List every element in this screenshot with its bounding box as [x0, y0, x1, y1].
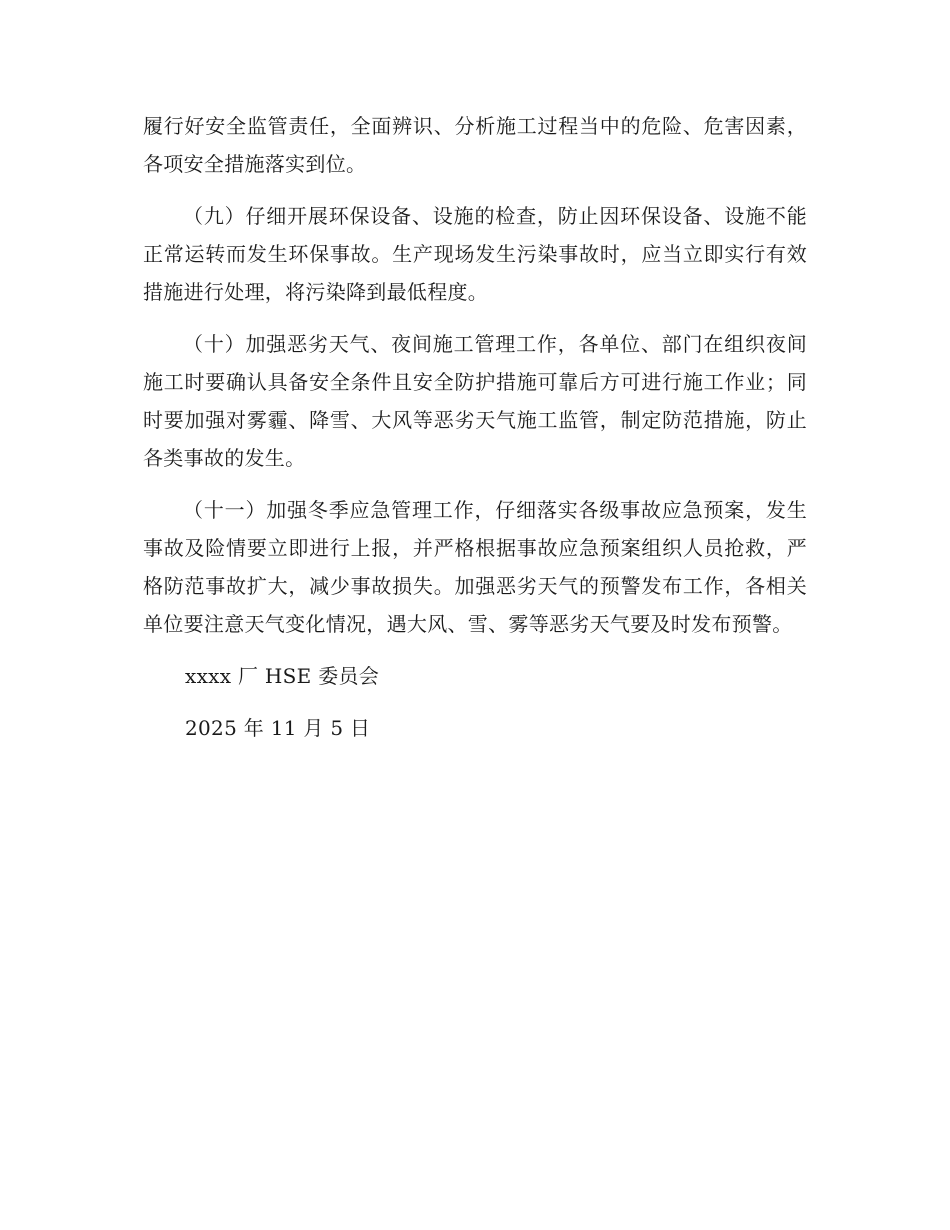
- paragraph-item-9: （九）仔细开展环保设备、设施的检查，防止因环保设备、设施不能正常运转而发生环保事故。生产现场发生污染事故时，应当立即实行有效措施进行处理，将污染降到最低程度。: [143, 204, 807, 304]
- document-body: [143, 107, 807, 761]
- paragraph-item-11: （十一）加强冬季应急管理工作，仔细落实各级事故应急预案，发生事故及险情要立即进行上报，并严格根据事故应急预案组织人员抢救，严格防范事故扩大，减少事故损失。加强恶劣天气的预警发布工作，各相关单位要注意天气变化情况，遇大风、雪、雾等恶劣天气要及时发布预警。: [143, 498, 807, 636]
- paragraph-continued: 履行好安全监管责任，全面辨识、分析施工过程当中的危险、危害因素，各项安全措施落实到位。: [143, 114, 807, 176]
- paragraph-item-10: （十）加强恶劣天气、夜间施工管理工作，各单位、部门在组织夜间施工时要确认具备安全条件且安全防护措施可靠后方可进行施工作业；同时要加强对雾霾、降雪、大风等恶劣天气施工监管，制定防范措施，防止各类事故的发生。: [143, 332, 807, 470]
- signature-date: 2025 年 11 月 5 日: [185, 716, 371, 740]
- signature-organization: xxxx 厂 HSE 委员会: [185, 664, 380, 688]
